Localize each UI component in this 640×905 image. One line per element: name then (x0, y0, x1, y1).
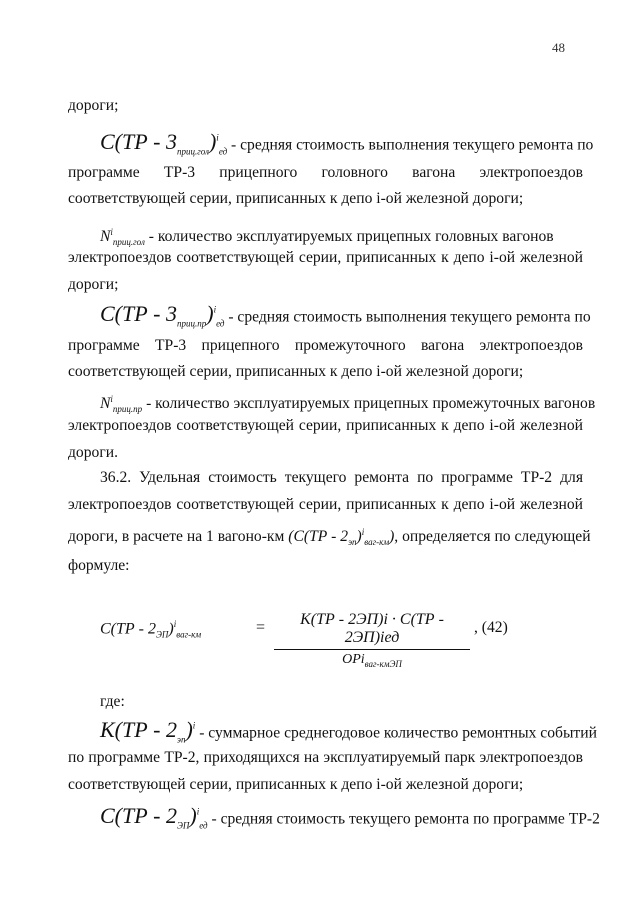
formula-inline: $N^i_{приц.гол}$ (100, 227, 145, 248)
paragraph-line: программе ТР-3 прицепного промежуточного вагона электропоездов (68, 337, 583, 354)
formula-lhs: $C(ТР - 2_{ЭП})^i_{ваг-км}$ (100, 619, 202, 640)
paragraph-line: формуле: (68, 557, 130, 574)
paragraph-line: электропоездов соответствующей серии, приписанных к депо i-ой железной (68, 496, 583, 513)
paragraph-line: $K(ТР - 2_{эп})^i$ - суммарное среднегодовое количество ремонтных событий (100, 717, 597, 745)
formula-label: , (42) (474, 619, 508, 636)
paragraph-line: $C(ТР - 3_{приц.пр})^i_{ед}$ - средняя стоимость выполнения текущего ремонта по (100, 301, 591, 329)
formula-inline: $(C(ТР - 2_{эп})^i_{ваг-км})$ (288, 527, 395, 548)
formula-42 (96, 605, 596, 669)
formula-denominator: OPi$_{ваг-кмЭП}$ (342, 652, 402, 669)
paragraph-line: электропоездов соответствующей серии, приписанных к депо i-ой железной (68, 417, 583, 434)
paragraph-line: по программе ТР-2, приходящихся на эксплуатируемый парк электропоездов (68, 749, 583, 766)
formula-inline: $K(ТР - 2_{эп})^i$ (100, 717, 196, 745)
paragraph-line: дороги; (68, 97, 119, 114)
paragraph-line: 36.2. Удельная стоимость текущего ремонта по программе ТР-2 для (100, 469, 583, 486)
formula-equals: = (256, 619, 266, 636)
paragraph-line: $N^i_{приц.пр}$ - количество эксплуатируемых прицепных промежуточных вагонов (100, 394, 596, 415)
formula-fraction (274, 611, 470, 669)
paragraph-line: где: (100, 693, 125, 710)
paragraph-line: дороги; (68, 276, 119, 293)
paragraph-line: электропоездов соответствующей серии, приписанных к депо i-ой железной (68, 249, 583, 266)
paragraph-line: $N^i_{приц.гол}$ - количество эксплуатируемых прицепных головных вагонов (100, 227, 554, 248)
paragraph-line: соответствующей серии, приписанных к депо i-ой железной дороги; (68, 363, 524, 380)
paragraph-line: $C(ТР - 2_{ЭП})^i_{ед}$ - средняя стоимость текущего ремонта по программе ТР-2 (100, 803, 600, 831)
paragraph-line: программе ТР-3 прицепного головного вагона электропоездов (68, 164, 583, 181)
page-number: 48 (552, 40, 565, 55)
paragraph-line: соответствующей серии, приписанных к депо i-ой железной дороги; (68, 776, 524, 793)
paragraph-line: соответствующей серии, приписанных к депо i-ой железной дороги; (68, 190, 524, 207)
formula-numerator: K(ТР - 2ЭП)i · C(ТР - 2ЭП)iед (274, 611, 470, 650)
formula-inline: $C(ТР - 3_{приц.пр})^i_{ед}$ (100, 301, 225, 329)
paragraph-line: дороги. (68, 444, 118, 461)
formula-inline: $C(ТР - 3_{приц.гол})^i_{ед}$ (100, 129, 228, 157)
formula-inline: $C(ТР - 2_{ЭП})^i_{ед}$ (100, 803, 208, 831)
paragraph-line: $C(ТР - 3_{приц.гол})^i_{ед}$ - средняя стоимость выполнения текущего ремонта по (100, 129, 594, 157)
formula-inline: $N^i_{приц.пр}$ (100, 394, 143, 415)
paragraph-line: дороги, в расчете на 1 вагоно-км $(C(ТР - 2_{эп})^i_{ваг-км})$, определяется по следующей (68, 527, 591, 548)
